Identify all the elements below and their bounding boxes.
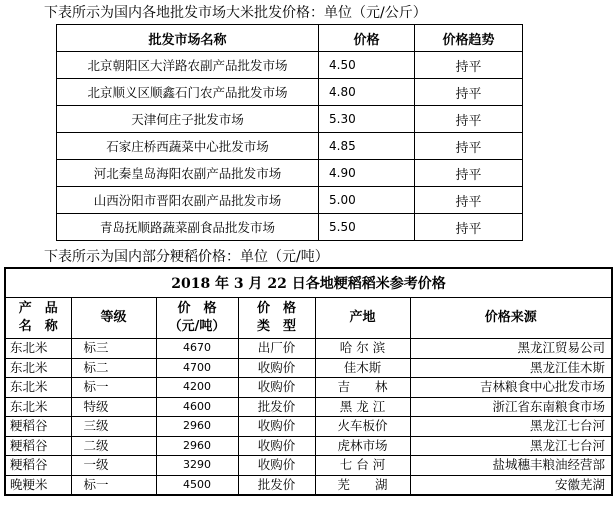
origin-cell: 七 台 河 <box>315 456 410 476</box>
grade-cell: 一级 <box>71 456 156 476</box>
origin-cell: 芜 湖 <box>315 475 410 495</box>
source-cell: 吉林粮食中心批发市场 <box>410 378 612 398</box>
header-origin: 产地 <box>315 298 410 339</box>
table-row <box>5 436 612 456</box>
header-source: 价格来源 <box>410 298 612 339</box>
origin-cell: 吉 林 <box>315 378 410 398</box>
table-row <box>5 475 612 495</box>
price-cell: 5.00 <box>319 187 415 214</box>
grade-cell: 特级 <box>71 397 156 417</box>
market-name-cell: 石家庄桥西蔬菜中心批发市场 <box>57 133 319 160</box>
header-price: 价 格 （元/吨） <box>156 298 238 339</box>
source-cell: 安徽芜湖 <box>410 475 612 495</box>
source-cell: 黑龙江佳木斯 <box>410 358 612 378</box>
price-type-cell: 收购价 <box>238 358 315 378</box>
trend-cell: 持平 <box>415 214 523 241</box>
price-cell: 4700 <box>156 358 238 378</box>
japonica-price-table <box>4 267 613 496</box>
price-cell: 2960 <box>156 436 238 456</box>
table-row <box>5 339 612 359</box>
trend-cell: 持平 <box>415 160 523 187</box>
grade-cell: 标三 <box>71 339 156 359</box>
price-type-cell: 批发价 <box>238 475 315 495</box>
grade-cell: 三级 <box>71 417 156 437</box>
trend-cell: 持平 <box>415 106 523 133</box>
price-cell: 4200 <box>156 378 238 398</box>
trend-cell: 持平 <box>415 187 523 214</box>
price-type-cell: 收购价 <box>238 436 315 456</box>
caption-japonica-price: 下表所示为国内部分粳稻价格：单位（元/吨） <box>44 249 329 265</box>
product-cell: 粳稻谷 <box>5 456 71 476</box>
market-name-cell: 山西汾阳市晋阳农副产品批发市场 <box>57 187 319 214</box>
grade-cell: 标二 <box>71 358 156 378</box>
price-cell: 4600 <box>156 397 238 417</box>
price-cell: 4670 <box>156 339 238 359</box>
table-row <box>5 378 612 398</box>
grade-cell: 二级 <box>71 436 156 456</box>
table-row <box>57 187 523 214</box>
trend-cell: 持平 <box>415 52 523 79</box>
origin-cell: 黑 龙 江 <box>315 397 410 417</box>
origin-cell: 火车板价 <box>315 417 410 437</box>
price-type-cell: 收购价 <box>238 378 315 398</box>
market-name-cell: 北京顺义区顺鑫石门农产品批发市场 <box>57 79 319 106</box>
price-cell: 5.50 <box>319 214 415 241</box>
origin-cell: 佳木斯 <box>315 358 410 378</box>
market-name-cell: 北京朝阳区大洋路农副产品批发市场 <box>57 52 319 79</box>
origin-cell: 虎林市场 <box>315 436 410 456</box>
price-cell: 5.30 <box>319 106 415 133</box>
rice-wholesale-table <box>56 24 523 241</box>
origin-cell: 哈 尔 滨 <box>315 339 410 359</box>
product-cell: 晚粳米 <box>5 475 71 495</box>
product-cell: 粳稻谷 <box>5 417 71 437</box>
header-market-name: 批发市场名称 <box>57 25 319 52</box>
price-type-cell: 收购价 <box>238 456 315 476</box>
source-cell: 浙江省东南粮食市场 <box>410 397 612 417</box>
table-title: 2018 年 3 月 22 日各地粳稻稻米参考价格 <box>5 268 612 298</box>
product-cell: 东北米 <box>5 397 71 417</box>
table-row <box>57 214 523 241</box>
table-row <box>5 417 612 437</box>
table-row <box>57 160 523 187</box>
source-cell: 黑龙江贸易公司 <box>410 339 612 359</box>
table-row <box>57 79 523 106</box>
table-row <box>57 52 523 79</box>
product-cell: 东北米 <box>5 339 71 359</box>
header-trend: 价格趋势 <box>415 25 523 52</box>
price-type-cell: 批发价 <box>238 397 315 417</box>
product-cell: 粳稻谷 <box>5 436 71 456</box>
header-price: 价格 <box>319 25 415 52</box>
table-header-row <box>57 25 523 52</box>
grade-cell: 标一 <box>71 475 156 495</box>
price-type-cell: 出厂价 <box>238 339 315 359</box>
trend-cell: 持平 <box>415 133 523 160</box>
table-row <box>5 397 612 417</box>
table-row <box>57 106 523 133</box>
table-row <box>5 456 612 476</box>
table-row <box>57 133 523 160</box>
market-name-cell: 青岛抚顺路蔬菜副食品批发市场 <box>57 214 319 241</box>
product-cell: 东北米 <box>5 358 71 378</box>
source-cell: 黑龙江七台河 <box>410 417 612 437</box>
header-grade: 等级 <box>71 298 156 339</box>
price-cell: 3290 <box>156 456 238 476</box>
table-header-row <box>5 298 612 339</box>
price-type-cell: 收购价 <box>238 417 315 437</box>
source-cell: 盐城穗丰粮油经营部 <box>410 456 612 476</box>
price-cell: 4.80 <box>319 79 415 106</box>
grade-cell: 标一 <box>71 378 156 398</box>
market-name-cell: 天津何庄子批发市场 <box>57 106 319 133</box>
price-cell: 4.50 <box>319 52 415 79</box>
table-row <box>5 358 612 378</box>
price-cell: 4.85 <box>319 133 415 160</box>
source-cell: 黑龙江七台河 <box>410 436 612 456</box>
price-cell: 4500 <box>156 475 238 495</box>
header-price-type: 价 格 类 型 <box>238 298 315 339</box>
product-cell: 东北米 <box>5 378 71 398</box>
caption-rice-wholesale: 下表所示为国内各地批发市场大米批发价格：单位（元/公斤） <box>44 5 427 21</box>
price-cell: 2960 <box>156 417 238 437</box>
price-cell: 4.90 <box>319 160 415 187</box>
trend-cell: 持平 <box>415 79 523 106</box>
header-product: 产 品 名 称 <box>5 298 71 339</box>
market-name-cell: 河北秦皇岛海阳农副产品批发市场 <box>57 160 319 187</box>
